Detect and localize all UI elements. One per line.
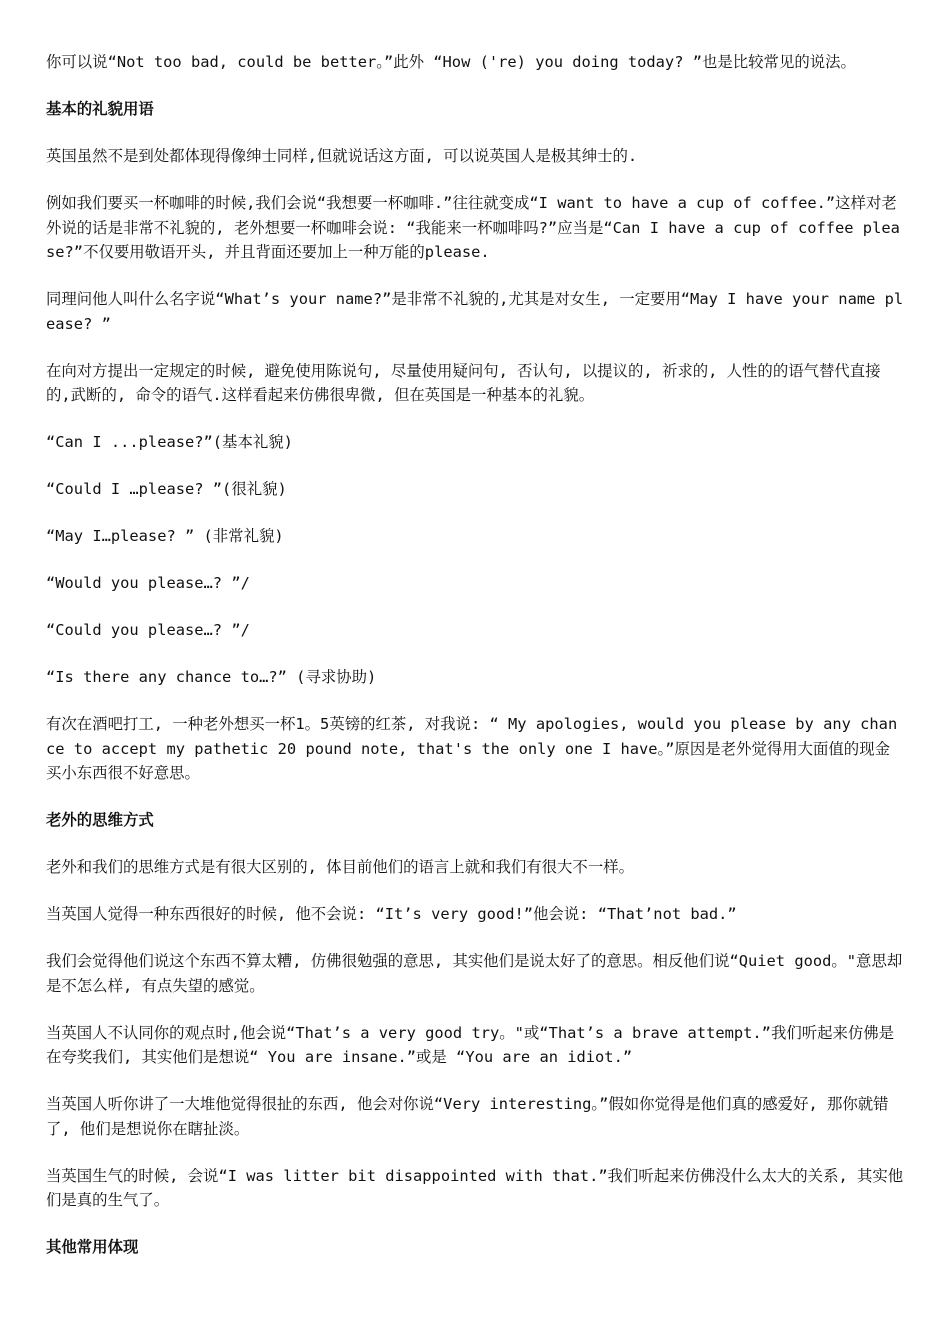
phrase-would-you: “Would you please…? ”/ — [46, 574, 250, 592]
phrase-can-i: “Can I ...please?”(基本礼貌) — [46, 433, 293, 451]
paragraph-disappointed: 当英国生气的时候, 会说“I was litter bit disappointed with that.”我们听起来仿佛没什么太大的关系, 其实他们是真的生气了。 — [46, 1166, 904, 1209]
paragraph-question-tone: 在向对方提出一定规定的时候, 避免使用陈说句, 尽量使用疑问句, 否认句, 以提议的, 祈求的, 人性的的语气替代直接的,武断的, 命令的语气.这样看起来仿佛很卑微, 但在英国是一种基本的礼貌。 — [46, 361, 881, 404]
paragraph-thinking-difference: 老外和我们的思维方式是有很大区别的, 体目前他们的语言上就和我们有很大不一样。 — [46, 858, 634, 876]
phrase-could-you: “Could you please…? ”/ — [46, 621, 250, 639]
phrase-may-i: “May I…please? ” (非常礼貌) — [46, 527, 284, 545]
paragraph-greeting-tip: 你可以说“Not too bad, could be better。”此外 “How ('re) you doing today? ”也是比较常见的说法。 — [46, 53, 856, 71]
phrase-could-i: “Could I …please? ”(很礼貌) — [46, 480, 287, 498]
paragraph-name-example: 同理问他人叫什么名字说“What’s your name?”是非常不礼貌的,尤其是对女生, 一定要用“May I have your name please? ” — [46, 290, 904, 333]
section-heading-politeness: 基本的礼貌用语 — [46, 100, 154, 118]
phrase-any-chance: “Is there any chance to…?” (寻求协助) — [46, 668, 377, 686]
document-page — [46, 50, 904, 1282]
section-heading-other: 其他常用体现 — [46, 1238, 139, 1256]
paragraph-not-bad: 当英国人觉得一种东西很好的时候, 他不会说: “It’s very good!”他会说: “That’not bad.” — [46, 905, 737, 923]
paragraph-very-interesting: 当英国人听你讲了一大堆他觉得很扯的东西, 他会对你说“Very interesting。”假如你觉得是他们真的感爱好, 那你就错了, 他们是想说你在瞎扯淡。 — [46, 1095, 889, 1138]
section-heading-thinking: 老外的思维方式 — [46, 811, 154, 829]
paragraph-quite-good: 我们会觉得他们说这个东西不算太糟, 仿佛很勉强的意思, 其实他们是说太好了的意思。相反他们说“Quiet good。"意思却是不怎么样, 有点失望的感觉。 — [46, 952, 903, 995]
paragraph-british-gentlemen: 英国虽然不是到处都体现得像绅士同样,但就说话这方面, 可以说英国人是极其绅士的. — [46, 147, 638, 165]
paragraph-good-try: 当英国人不认同你的观点时,他会说“That’s a very good try。"或“That’s a brave attempt.”我们听起来仿佛是在夸奖我们, 其实他们是想说“ You are insane.”或是 “You are an idiot.” — [46, 1023, 895, 1066]
paragraph-bar-story: 有次在酒吧打工, 一种老外想买一杯1。5英镑的红茶, 对我说: “ My apologies, would you please by any chance to accept my pathetic 20 pound note, that's the only one I have。”原因是老外觉得用大面值的现金买小东西很不好意思。 — [46, 715, 898, 782]
paragraph-coffee-example: 例如我们要买一杯咖啡的时候,我们会说“我想要一杯咖啡.”往往就变成“I want to have a cup of coffee.”这样对老外说的话是非常不礼貌的, 老外想要一杯咖啡会说: “我能来一杯咖啡吗?”应当是“Can I have a cup of coffee please?”不仅要用敬语开头, 并且背面还要加上一种万能的please. — [46, 194, 900, 261]
